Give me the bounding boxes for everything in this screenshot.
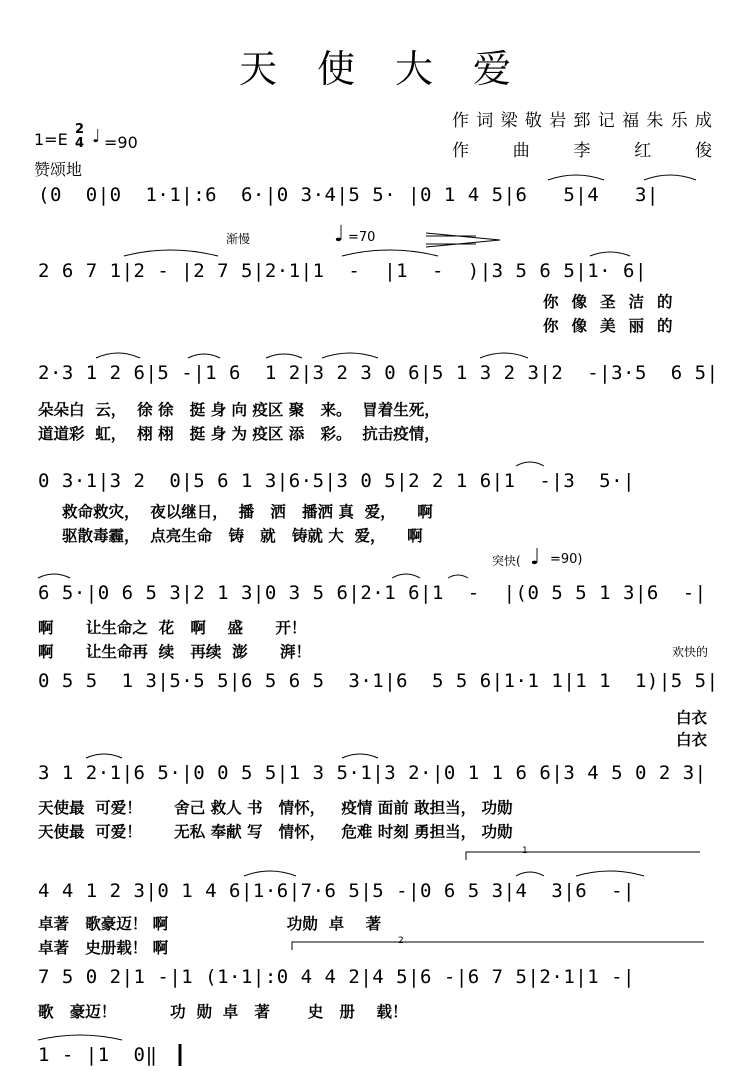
lyric-row-3-verse-1: 朵朵白 云， 徐 徐 挺 身 向 疫区 聚 来。 冒着生死， [38, 401, 440, 419]
lyric-row-2-verse-2: 你像美丽的 [543, 317, 686, 335]
notation-row-1: (0 0|0 1·1|:6 6·|0 3·4|5 5· |0 1 4 5|6 5|4 3| [38, 184, 659, 206]
slur [342, 250, 438, 256]
page-title: 天使大爱 [238, 47, 551, 91]
volta-2-bracket [292, 942, 704, 950]
slur [480, 353, 528, 358]
slur [96, 353, 140, 358]
slur [342, 754, 378, 758]
volta-1-label: 1 [522, 846, 528, 856]
lyric-row-4-verse-2: 驱散毒霾， 点亮生命 铸 就 铸就 大 爱， 啊 [62, 527, 423, 545]
lyric-row-5-verse-2: 啊 让生命再 续 再续 澎 湃！ [38, 643, 312, 661]
volta-1-bracket [466, 852, 700, 860]
notation-row-9: 7 5 0 2|1 -|1 (1·1|:0 4 4 2|4 5|6 -|6 7 5|2·1|1 -| [38, 966, 635, 988]
notation-row-10: 1 - |1 0‖ [38, 1044, 158, 1066]
rit-tempo: =70 [348, 230, 376, 245]
sudden-fast-tempo: =90) [550, 552, 583, 567]
quarter-note-icon: ♩ [92, 126, 101, 147]
lyric-row-5-verse-1: 啊 让生命之 花 啊 盛 开！ [38, 619, 307, 637]
slur [38, 1035, 122, 1040]
lyric-row-6-verse-1: 白衣 [676, 709, 708, 727]
lyric-row-4-verse-1: 救命救灾， 夜以继日， 播 洒 播洒 真 爱， 啊 [62, 503, 433, 521]
quarter-note-icon: ♩ [530, 545, 541, 570]
slur [124, 250, 218, 256]
lyric-row-7-verse-1: 天使最 可爱！ 舍己 救人 书 情怀， 疫情 面前 敢担当， 功勋 [38, 799, 513, 817]
volta-2-label: 2 [398, 936, 404, 946]
notation-row-5: 6 5·|0 6 5 3|2 1 3|0 3 5 6|2·1 6|1 - |(0 5 5 1 3|6 -| [38, 582, 707, 604]
lyric-row-3-verse-2: 道道彩 虹， 栩 栩 挺 身 为 疫区 添 彩。 抗击疫情， [38, 425, 440, 443]
slur [38, 574, 70, 578]
slur [244, 871, 296, 876]
notation-row-7: 3 1 2·1|6 5·|0 0 5 5|1 3 5·1|3 2·|0 1 1 6 6|3 4 5 0 2 3| [38, 762, 707, 784]
notation-row-6: 0 5 5 1 3|5·5 5|6 5 6 5 3·1|6 5 5 6|1·1 1|1 1 1)|5 5| [38, 670, 719, 692]
lyric-row-8-verse-1: 卓著 歌豪迈！ 啊 功勋 卓 著 [38, 915, 382, 933]
hairpin [426, 233, 500, 247]
time-signature-bottom: 4 [75, 136, 85, 151]
notation-row-3: 2·3 1 2 6|5 -|1 6 1 2|3 2 3 0 6|5 1 3 2 3|2 -|3·5 6 5| [38, 362, 719, 384]
notation-row-4: 0 3·1|3 2 0|5 6 1 3|6·5|3 0 5|2 2 1 6|1 -|3 5·| [38, 470, 635, 492]
tempo-mark: =90 [104, 133, 138, 152]
lyric-row-9: 歌 豪迈！ 功 勋 卓 著 史 册 载！ [38, 1003, 408, 1021]
composer-credit: 作曲李红俊 [452, 141, 712, 161]
slur [590, 252, 630, 256]
slur [548, 175, 604, 180]
slur [266, 354, 302, 358]
time-signature-top: 2 [75, 122, 85, 137]
rit-mark: 渐慢 [226, 232, 251, 246]
slur [448, 575, 468, 578]
slur [644, 175, 696, 180]
slur [392, 574, 420, 578]
key-signature: 1=E [34, 130, 68, 149]
lyricist-credit: 作词梁敬岩郅记福朱乐成 [452, 111, 712, 131]
notation-row-8: 4 4 1 2 3|0 1 4 6|1·6|7·6 5|5 -|0 6 5 3|4 3|6 -| [38, 880, 635, 902]
lyric-row-2-verse-1: 你像圣洁的 [543, 293, 686, 311]
quarter-note-icon: ♩ [334, 222, 345, 247]
lyric-row-6-verse-2: 白衣 [676, 731, 708, 749]
slur [322, 353, 378, 358]
joyful-mark: 欢快的 [672, 645, 709, 659]
lyric-row-8-verse-2: 卓著 史册载！ 啊 [38, 939, 169, 957]
slur [516, 872, 544, 876]
slur [188, 354, 220, 358]
notation-row-2: 2 6 7 1|2 - |2 7 5|2·1|1 - |1 - )|3 5 6 5|1· 6| [38, 260, 647, 282]
slur [576, 871, 644, 876]
lyric-row-7-verse-2: 天使最 可爱！ 无私 奉献 写 情怀， 危难 时刻 勇担当， 功勋 [38, 823, 513, 841]
slur [86, 754, 122, 758]
expression-mark: 赞颂地 [34, 160, 83, 179]
slur [516, 462, 544, 466]
sudden-fast-mark: 突快( [492, 554, 521, 568]
